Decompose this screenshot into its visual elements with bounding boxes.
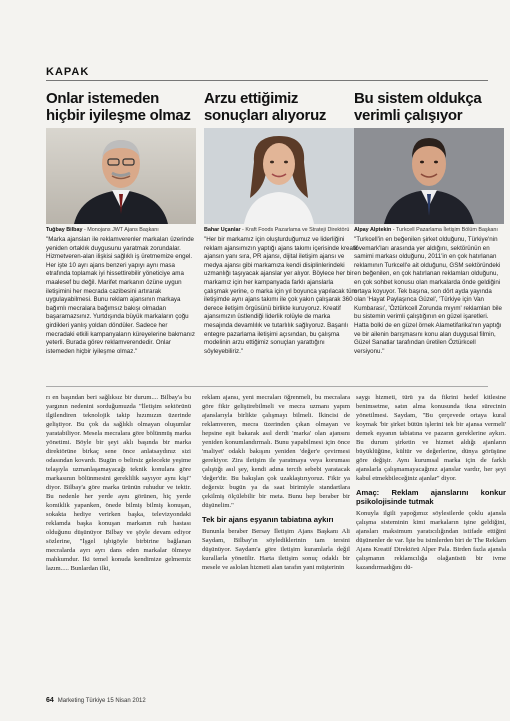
caption-1 bbox=[46, 227, 196, 234]
caption-2 bbox=[204, 227, 358, 234]
caption-name-3: Alpay Alptekin bbox=[354, 227, 392, 233]
body-text-1: rı en başından beri sağlıksız bir durum.... Bilbay'a bu yargının nedenini sorduğumuzda "İletişim sektörünü ilgilendiren teknolojik takip hızımızın üzerinde geliştiyor. Bu çok da sağlıklı olmayan oluşumlar yaratabiliyor. Mesela mecralara göre bölünmüş marka yönetimi. Böyle bir şeyi aklı başında bir marka direktörüne birkaç sene önce anlatsaydınız sizi odasından kovardı. Bugün o belirsiz gelecekte yeşime telaşıyla uzmanlaşamayacağı teknik konulara göre markasının bölünmesini gereklilik sayıyor aynı kişi" diyor. Bilbay'a göre marka ürünün ruhudur ve tektir. Bu nedenle her yerde aynı görünen, hiç yerde komiklik yapanken, önede bilmiş bilmiş konuşan, sokakta hediye verirken başka, televizyondaki reklamda başka konuşan markanın ruh hastası olduğunu düşünüyor Bilbay ve şöyle devam ediyor sözlerine, "İşgel işbigöyle birbirine bağlanan mecralarda ayrı ayrı dans eden markalar ölmeye mahkumdur. İki temel konuda kendimize gelmemiz lazım..... Bunlardan ilki, bbox=[46, 394, 191, 572]
body-text-2b: Bununla beraber Bersay İletişim Ajans Başkanı Ali Saydam, Bilbay'ın söylediklerinin tam tersini düşünüyor. Saydam'a göre iletişim kuramlarla değil kurallarla yönetilir. Harta iletişim sonuç odaklı bir mesele ve aslolan hizmeti alan tarafın yani müşterinin bbox=[202, 528, 350, 571]
headline-1: Onlar istemeden hiçbir iyileşme olmaz bbox=[46, 90, 191, 124]
quote-2: "Her bir markamız için oluşturduğumuz ve liderliğini reklam ajansımızın yaptığı ajans takımı içerisinde kreatif ajansın yanı sıra, PR ajansı, dijital iletişim ajansı ve medya ajansı gibi markamıza kendi disiplinlerindeki uzmanlığı taşıyacak ajanslar yer alıyor. Böylece her bir markamız için her kampanyada farklı ajanslarla çalışmak yerine, o marka için yıl boyunca yapılacak tüm iletişimde aynı ajans takımı ile çok yakın çalışarak 360 derece iletişim örgüsünü birlikte kuruyoruz. Kreatif ajansımızın üstlendiği liderlik rolüyle de marka mesajında devamlılık ve tutarlılık sağlıyoruz. Başarılı entegre pazarlama iletişimi açısından, bu çalışma modelinin arzu ettiğimiz sonuçları yarattığını söyleyebiliriz." bbox=[204, 236, 358, 355]
caption-role-1: - Monojans JWT Ajans Başkanı bbox=[82, 227, 159, 233]
headline-2: Arzu ettiğimiz sonuçları alıyoruz bbox=[204, 90, 327, 124]
section-label: KAPAK bbox=[46, 66, 90, 78]
quote-3: "Turkcell'in en beğenilen şirket olduğunu, Türkiye'nin lovemark'ları arasında yer aldığını, sektörünün en samimi markası olduğunu, 2011'in en çok hatırlanan reklamının Turkcell'e ait olduğunu, GSM sektöründeki en beğenilen, en çok hatırlanan reklamları olduğunu, en çok sohbet konusu olan markalarda önde geldiğini ortaya koyuyor. Tek başına, son dört ayda yayında olan 'Hayat Paylaşınca Güzel', 'Türkiye için Van Kumbarası', 'Öztürkcell Zorunda mıyım' reklamları bile bu sistemin verimli çalıştığının en güzel işaretleri. Hatta bolki de en güzel örnek Alametifarika'nın yaptığı ve bir ailenin barışmasını konu alan duygusal filmin, Güzel Sanatlar tarafından üretilen Öztürkcell versiyonu." bbox=[354, 236, 502, 355]
issue-info: Marketing Türkiye 15 Nisan 2012 bbox=[57, 698, 146, 704]
page-footer bbox=[46, 697, 146, 704]
headline-3: Bu sistem oldukça verimli çalışıyor bbox=[354, 90, 482, 124]
caption-3 bbox=[354, 227, 504, 234]
portrait-photo-1 bbox=[46, 128, 196, 224]
profile-column-2 bbox=[204, 90, 358, 356]
body-text-3: saygı hizmeti, türü ya da fikrini hedef kitlesine benimsetme, satın alma konusunda ikna sürecinin yönetilmesi. Saydam, "Bu çerçevede ortaya kural koymak 'bir şirket bütün işlerini tek bir ajansa vermeli' demek eşyanın tabiatına ve pazarın gereklerine aykırı. Bu durum şirketin ve hizmet aldığı ajanların büyüklüğüne, kültür ve değerlerine, dünya görüşüne göre değişir. Aynı kurumsal marka için de farklı ajanslarla çalışmamayacağınız ajanslar vardır, her şeyi kabul etmekbileceğiniz ajanlar" diyor. bbox=[356, 394, 506, 482]
body-text-2: reklam ajansı, yeni mecraları öğrenmeli, bu mecralara göre fikir geliştirebilmeli ve mecra uzmanı yapım ajanslarıyla birlikte çalışmayı bilmeli. İkincisi de reklamveren, mecra üzerinden çıkan olmayan ve hepsine eşit bakarak asıl derdi 'marka' olan ajansını yeniden konumlandırmalı. Bunu yapabilmesi için önce 'maliyet' odaklı bakışını yeniden 'değer'e çevirmesi gerekiyor. Zira iletişim ile yaratmaya veya koruması çalıştığı asıl şey, kendi adına tercih sebebi yaratacak 'değer'dir. Bu bakışlan çok uzaklaştırıyoruz. Fikir ya değersiz bugün ya da saat birimiyle standartlara çekilmiş ölçülebilir bir meta. Bunu hep beraber bir düşünelim." bbox=[202, 394, 350, 509]
caption-name-2: Bahar Uçanlar bbox=[204, 227, 241, 233]
top-rule bbox=[46, 80, 488, 81]
caption-role-2: - Kraft Foods Pazarlama ve Strateji Direktörü bbox=[240, 227, 350, 233]
section-divider bbox=[46, 386, 488, 387]
caption-role-3: - Turkcell Pazarlama İletişim Bölüm Başkanı bbox=[391, 227, 498, 233]
portrait-photo-2 bbox=[204, 128, 354, 224]
caption-name-1: Tuğbay Bilbay bbox=[46, 227, 83, 233]
body-column-1 bbox=[46, 393, 191, 573]
page-number: 64 bbox=[46, 697, 54, 704]
quote-1: "Marka ajansları ile reklamverenler markaları üzerinde yeniden ortaklık duygusunu yaratmak zorundalar. Hizmetveren-alan ilişkisi sağlıklı iş üretmemize engel. Her işte 10 ayrı ajans benzeri yapıyı aynı masa etrafında toplamak iyi hissettirebilir yöneticiye ama maalesef bu değil. Marifet markanın özüne uygun iletişimini her mecrada cazibesini artırarak uygulayabilmesi. Bunu reklam ajansının markaya bağımlı mecralara bağımsız bakışı olmadan başaramazsınız. Yurtdışında büyük markaların çoğu girdikleri yanlış yoldan döndüler. Sadece her mecradaki etkili kampanyaların küreyelerine bakmanız yeterli. Burada görev reklamverendedir. Onlar istemeden hiçbir iyileşme olmaz." bbox=[46, 236, 195, 355]
subheading-3: Amaç: Reklam ajanslarını konkur psikolojisinde tutmak bbox=[356, 488, 506, 506]
body-column-3 bbox=[356, 393, 506, 572]
portrait-photo-3 bbox=[354, 128, 504, 224]
body-column-2 bbox=[202, 393, 350, 572]
body-text-3b: Konuyla ilgili yapoğımız söylesilerde çoklu ajansla çalışma sisteminin kimi markaların işine geldiğini, ajansları maksimum yaratıcılığından istifade ettiğini düşünenler de var. İşte bu isimlerden biri de The Reklam Ajans Kreatif Direktörü Alper Pala. Birden fazla ajansla çalışmanın reklamcılığa olağanüstü bir ivme kazandırmadığını dü- bbox=[356, 510, 506, 571]
profile-column-3 bbox=[354, 90, 504, 356]
subheading-2: Tek bir ajans eşyanın tabiatına aykırı bbox=[202, 515, 334, 524]
profile-column-1 bbox=[46, 90, 196, 356]
